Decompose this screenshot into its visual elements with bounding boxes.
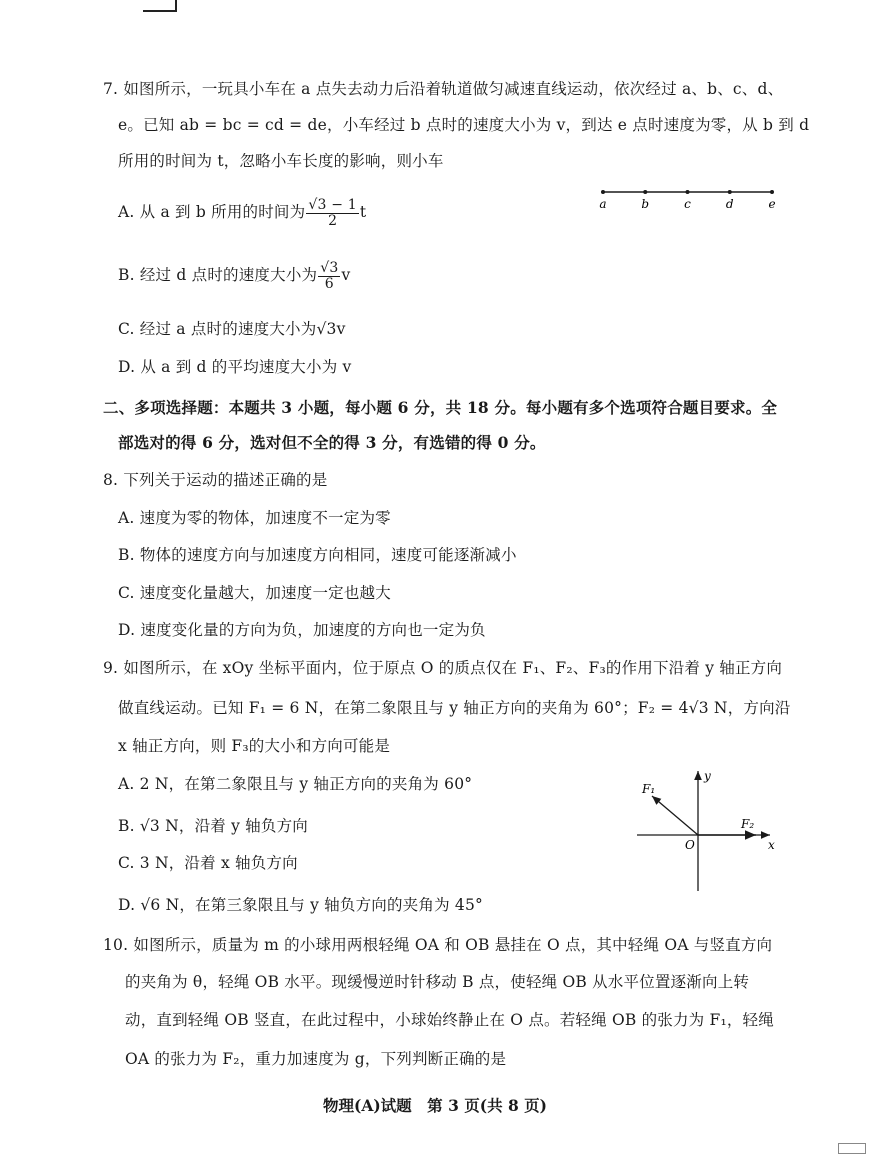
q9-option-b: B. √3 N，沿着 y 轴负方向 (118, 817, 308, 835)
track-point-b (643, 190, 647, 194)
q7-option-a-text: A. 从 a 到 b 所用的时间为 (118, 203, 306, 221)
origin-label: O (685, 838, 695, 852)
q8-option-a: A. 速度为零的物体，加速度不一定为零 (118, 509, 391, 527)
q8-option-c: C. 速度变化量越大，加速度一定也越大 (118, 584, 391, 602)
q7-option-d: D. 从 a 到 d 的平均速度大小为 v (118, 358, 352, 376)
track-label-c: c (684, 197, 691, 211)
x-axis-label: x (768, 838, 775, 852)
q9-force-diagram (630, 765, 785, 895)
q9-stem-line-3: x 轴正方向，则 F₃的大小和方向可能是 (118, 737, 391, 755)
q7-option-a-suffix: t (359, 203, 367, 221)
top-edge-mark (143, 0, 177, 12)
q10-stem-line-1: 10. 如图所示，质量为 m 的小球用两根轻绳 OA 和 OB 悬挂在 O 点，其中轻绳 OA 与竖直方向 (103, 936, 773, 954)
q7-option-b-fraction (318, 261, 340, 292)
q8-stem: 8. 下列关于运动的描述正确的是 (103, 471, 328, 489)
fraction-denominator: 6 (324, 275, 334, 292)
q10-stem-line-4: OA 的张力为 F₂，重力加速度为 g，下列判断正确的是 (125, 1050, 507, 1068)
q10-stem-line-3: 动，直到轻绳 OB 竖直，在此过程中，小球始终静止在 O 点。若轻绳 OB 的张力为 F₁，轻绳 (125, 1011, 774, 1029)
q10-stem-line-2: 的夹角为 θ，轻绳 OB 水平。现缓慢逆时针移动 B 点，使轻绳 OB 从水平位置逐渐向上转 (125, 973, 750, 991)
q7-stem-line-3: 所用的时间为 t，忽略小车长度的影响，则小车 (118, 152, 444, 170)
q8-option-d: D. 速度变化量的方向为负，加速度的方向也一定为负 (118, 621, 486, 639)
q7-option-c: C. 经过 a 点时的速度大小为√3v (118, 320, 346, 338)
q7-option-b-text: B. 经过 d 点时的速度大小为 (118, 266, 318, 284)
fraction-denominator: 2 (328, 212, 338, 229)
q7-option-a-fraction (306, 198, 359, 229)
section-2-header-line-1: 二、多项选择题：本题共 3 小题，每小题 6 分，共 18 分。每小题有多个选项符合题目要求。全 (103, 398, 778, 417)
q8-option-b: B. 物体的速度方向与加速度方向相同，速度可能逐渐减小 (118, 546, 517, 564)
f1-label: F₁ (642, 782, 656, 796)
corner-watermark-box (838, 1143, 866, 1154)
track-label-d: d (725, 197, 734, 211)
q7-stem-line-2: e。已知 ab = bc = cd = de，小车经过 b 点时的速度大小为 v，到达 e 点时速度为零，从 b 到 d (118, 116, 810, 134)
track-label-e: e (768, 197, 776, 211)
track-label-b: b (641, 197, 650, 211)
q7-option-b (118, 258, 350, 292)
q7-track-diagram (590, 180, 790, 216)
fraction-numerator: √3 (320, 259, 339, 276)
q7-option-b-suffix: v (341, 266, 351, 284)
q9-option-d: D. √6 N，在第三象限且与 y 轴负方向的夹角为 45° (118, 896, 483, 914)
section-2-header-line-2: 部选对的得 6 分，选对但不全的得 3 分，有选错的得 0 分。 (118, 433, 546, 452)
q7-stem-line-1: 7. 如图所示，一玩具小车在 a 点失去动力后沿着轨道做匀减速直线运动，依次经过 a、b、c、d、 (103, 80, 784, 98)
q9-option-a: A. 2 N，在第二象限且与 y 轴正方向的夹角为 60° (118, 775, 473, 793)
f2-label: F₂ (741, 817, 755, 831)
track-label-a: a (599, 197, 607, 211)
track-point-a (601, 190, 605, 194)
f1-vector (652, 796, 698, 835)
q9-option-c: C. 3 N，沿着 x 轴负方向 (118, 854, 298, 872)
q9-stem-line-1: 9. 如图所示，在 xOy 坐标平面内，位于原点 O 的质点仅在 F₁、F₂、F₃的作用下沿着 y 轴正方向 (103, 659, 783, 677)
fraction-numerator: √3 − 1 (308, 196, 357, 213)
track-point-d (728, 190, 732, 194)
page-footer: 物理(A)试题 第 3 页(共 8 页) (322, 1096, 548, 1115)
track-point-e (770, 190, 774, 194)
q9-stem-line-2: 做直线运动。已知 F₁ = 6 N，在第二象限且与 y 轴正方向的夹角为 60°；F₂ = 4√3 N，方向沿 (118, 699, 791, 717)
track-point-c (686, 190, 690, 194)
y-axis-label: y (704, 769, 711, 783)
q7-option-a (118, 195, 366, 229)
